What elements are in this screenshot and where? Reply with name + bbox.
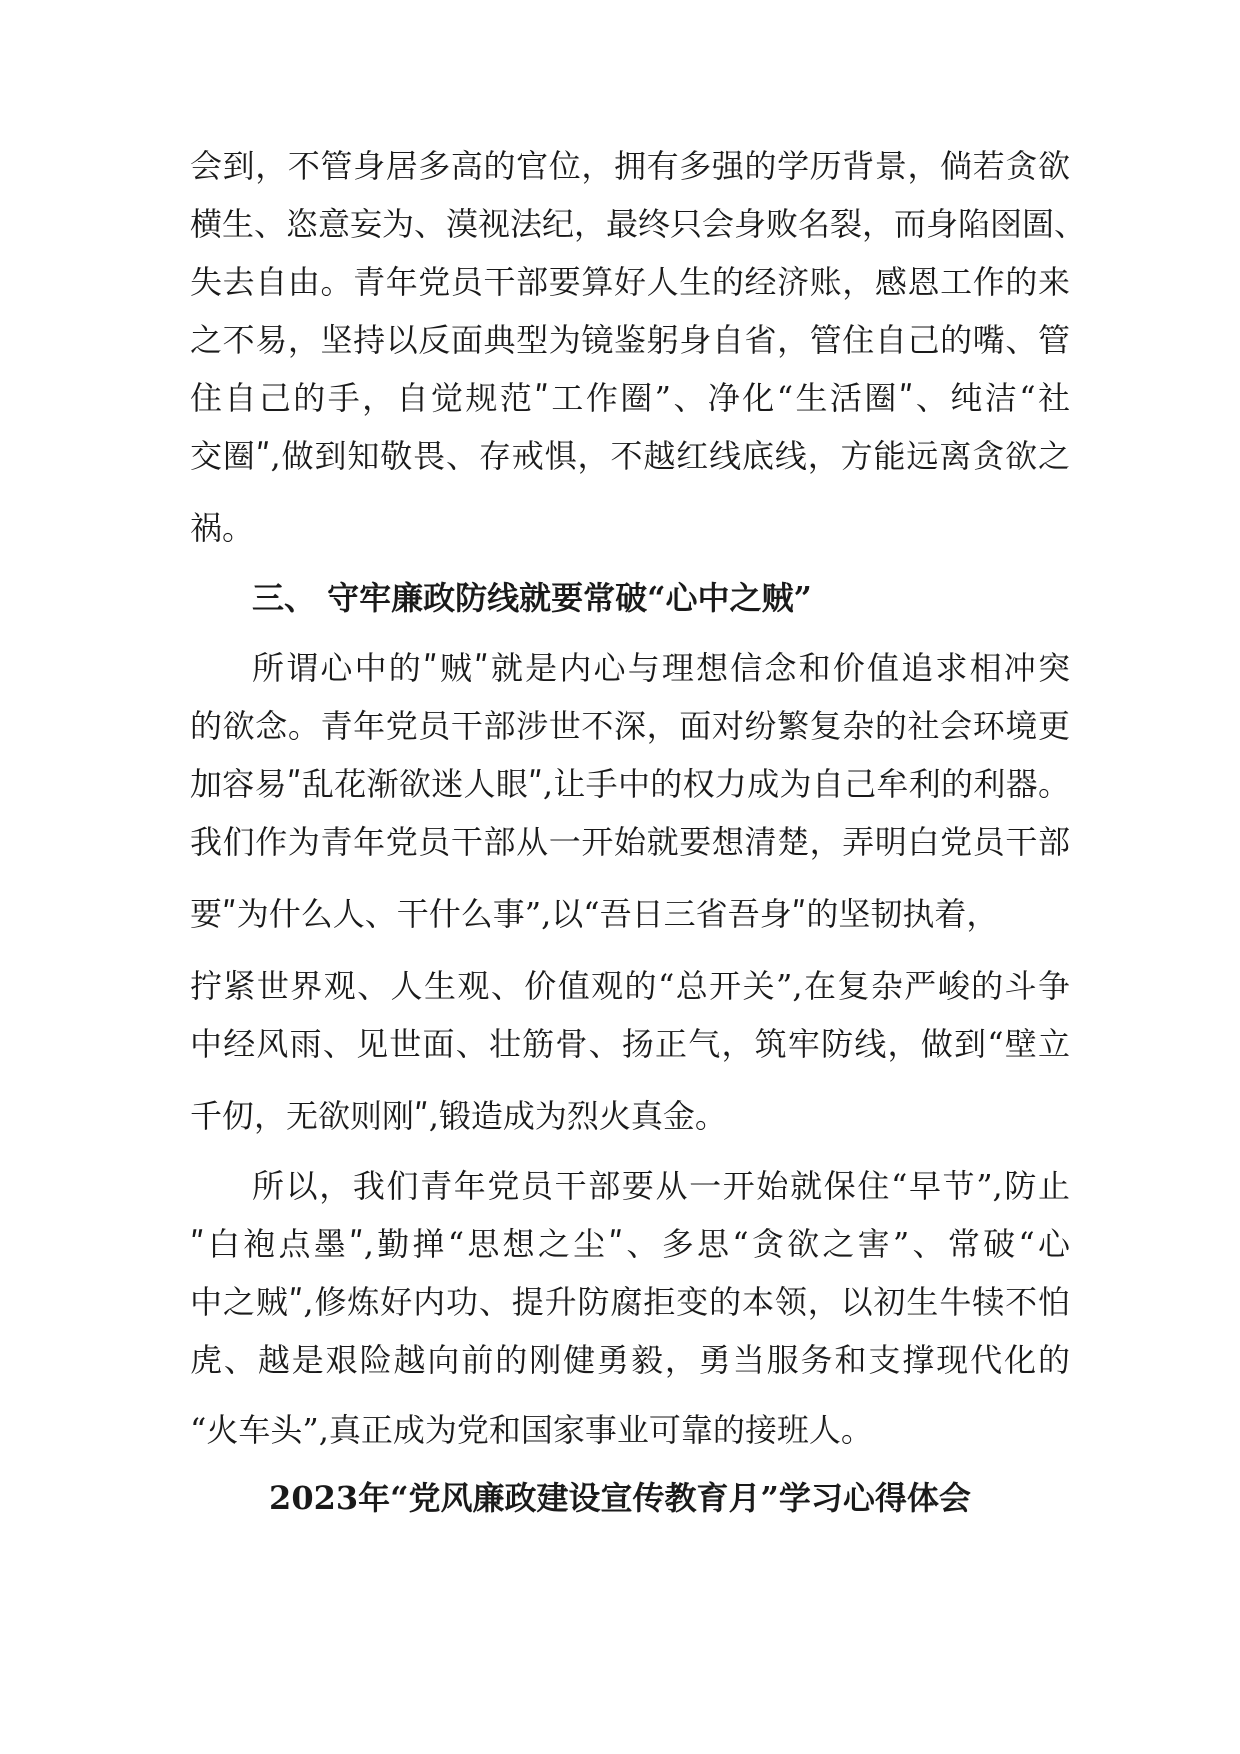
paragraph-line: 会到，不管身居多高的官位，拥有多强的学历背景，倘若贪欲 <box>190 147 1070 185</box>
paragraph-line: 中经风雨、见世面、壮筋骨、扬正气，筑牢防线，做到“壁立 <box>190 1025 1070 1063</box>
paragraph-line: “火车头”,真正成为党和国家事业可靠的接班人。 <box>190 1411 873 1449</box>
paragraph-line: 交圈ʺ,做到知敬畏、存戒惧，不越红线底线，方能远离贪欲之 <box>190 437 1070 475</box>
paragraph-line: 要ʺ为什么人、干什么事”,以“吾日三省吾身ʺ的坚韧执着， <box>190 895 999 933</box>
paragraph-line: 中之贼ʺ,修炼好内功、提升防腐拒变的本领，以初生牛犊不怕 <box>190 1283 1070 1321</box>
paragraph-line: 拧紧世界观、人生观、价值观的“总开关”,在复杂严峻的斗争 <box>190 967 1070 1005</box>
paragraph-line: 我们作为青年党员干部从一开始就要想清楚，弄明白党员干部 <box>190 823 1070 861</box>
paragraph-line: 之不易，坚持以反面典型为镜鉴躬身自省，管住自己的嘴、管 <box>190 321 1070 359</box>
paragraph-line: ʺ白袍点墨ʺ,勤掸“思想之尘ʺ、多思“贪欲之害”、常破“心 <box>190 1225 1070 1263</box>
paragraph-line: 所以，我们青年党员干部要从一开始就保住“早节”,防止 <box>252 1167 1070 1205</box>
section-heading: 三、 守牢廉政防线就要常破“心中之贼” <box>252 579 812 617</box>
paragraph-line: 加容易ʺ乱花渐欲迷人眼ʺ,让手中的权力成为自己牟利的利器。 <box>190 765 1070 803</box>
paragraph-line: 祸。 <box>190 509 255 547</box>
paragraph-line: 失去自由。青年党员干部要算好人生的经济账，感恩工作的来 <box>190 263 1070 301</box>
paragraph-line: 横生、恣意妄为、漠视法纪，最终只会身败名裂，而身陷囹圄、 <box>190 205 1087 243</box>
document-title: 2023年“党风廉政建设宣传教育月”学习心得体会 <box>269 1479 971 1517</box>
paragraph-line: 虎、越是艰险越向前的刚健勇毅，勇当服务和支撑现代化的 <box>190 1341 1070 1379</box>
paragraph-line: 所谓心中的ʺ贼ʺ就是内心与理想信念和价值追求相冲突 <box>252 649 1070 687</box>
paragraph-line: 的欲念。青年党员干部涉世不深，面对纷繁复杂的社会环境更 <box>190 707 1070 745</box>
paragraph-line: 住自己的手，自觉规范ʺ工作圈”、净化“生活圈ʺ、纯洁“社 <box>190 379 1070 417</box>
paragraph-line: 千仞，无欲则刚ʺ,锻造成为烈火真金。 <box>190 1097 727 1135</box>
